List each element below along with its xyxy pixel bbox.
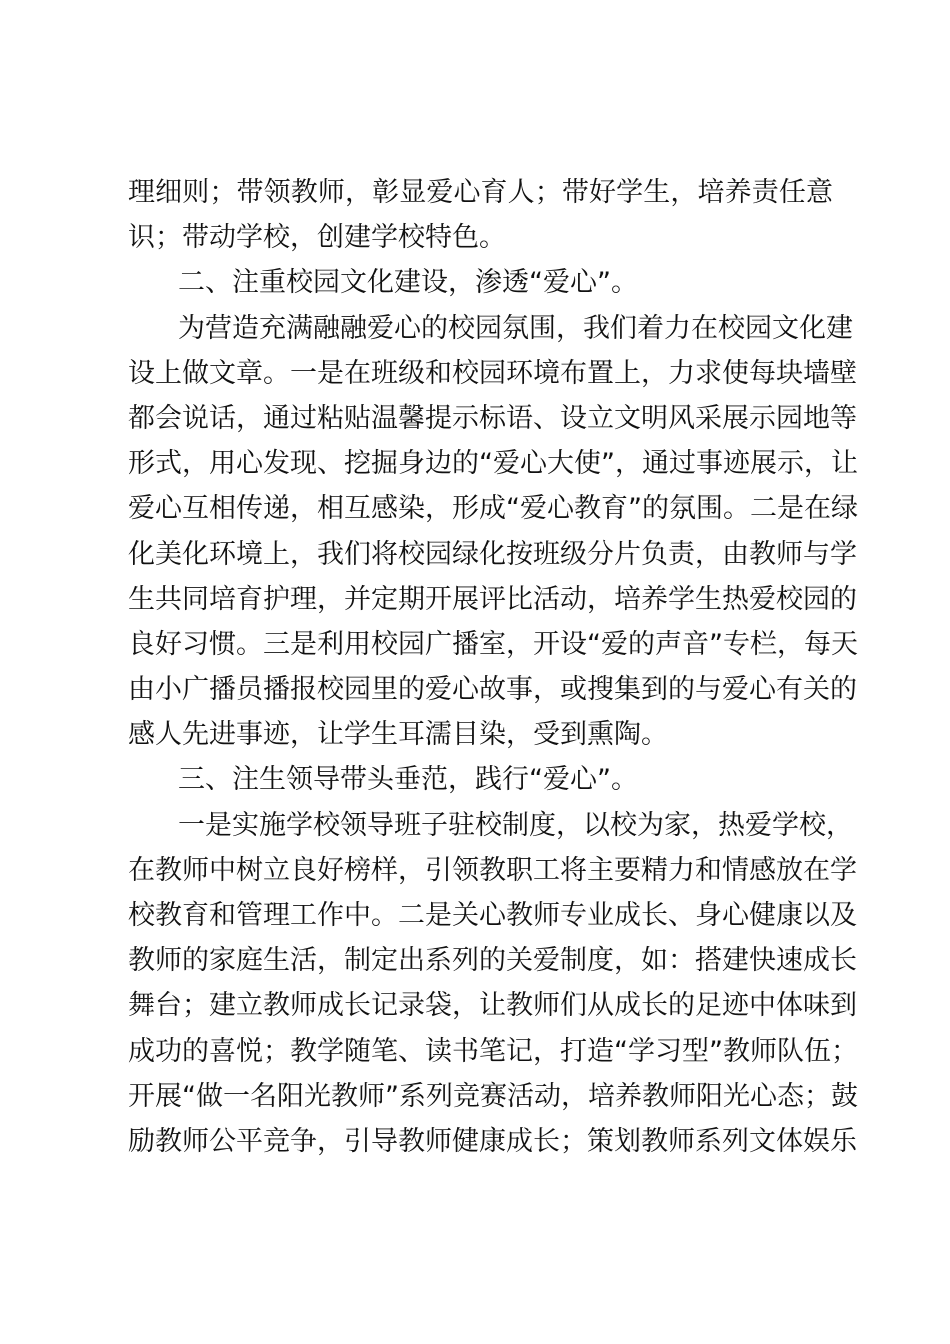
text-line: 爱心互相传递，相互感染，形成“爱心教育”的氛围。二是在绿 bbox=[128, 493, 858, 525]
text-line: 识；带动学校，创建学校特色。 bbox=[128, 222, 506, 254]
text-line: 开展“做一名阳光教师”系列竞赛活动，培养教师阳光心态；鼓 bbox=[128, 1080, 858, 1112]
text-line: 感人先进事迹，让学生耳濡目染，受到熏陶。 bbox=[128, 719, 668, 751]
text-line: 理细则；带领教师，彰显爱心育人；带好学生，培养责任意 bbox=[128, 177, 833, 208]
text-line: 由小广播员播报校园里的爱心故事，或搜集到的与爱心有关的 bbox=[128, 674, 857, 706]
text-line: 励教师公平竞争，引导教师健康成长；策划教师系列文体娱乐 bbox=[128, 1125, 857, 1157]
text-line: 舞台；建立教师成长记录袋，让教师们从成长的足迹中体味到 bbox=[128, 990, 857, 1022]
document-body bbox=[128, 170, 858, 1164]
text-line: 校教育和管理工作中。二是关心教师专业成长、身心健康以及 bbox=[128, 900, 857, 931]
text-line: 在教师中树立良好榜样，引领教职工将主要精力和情感放在学 bbox=[128, 854, 857, 886]
text-line: 为营造充满融融爱心的校园氛围，我们着力在校园文化建 bbox=[178, 312, 853, 344]
text-line: 良好习惯。三是利用校园广播室，开设“爱的声音”专栏，每天 bbox=[128, 628, 858, 660]
text-line: 教师的家庭生活，制定出系列的关爱制度，如：搭建快速成长 bbox=[128, 945, 857, 977]
text-line: 形式，用心发现、挖掘身边的“爱心大使”，通过事迹展示，让 bbox=[128, 448, 858, 480]
text-line: 生共同培育护理，并定期开展评比活动，培养学生热爱校园的 bbox=[128, 583, 857, 615]
section-heading: 三、注生领导带头垂范，践行“爱心”。 bbox=[178, 764, 638, 796]
text-line: 设上做文章。一是在班级和校园环境布置上，力求使每块墙壁 bbox=[128, 357, 857, 389]
text-line: 成功的喜悦；教学随笔、读书笔记，打造“学习型”教师队伍； bbox=[128, 1035, 858, 1067]
text-line: 化美化环境上，我们将校园绿化按班级分片负责，由教师与学 bbox=[128, 538, 857, 570]
section-heading: 二、注重校园文化建设，渗透“爱心”。 bbox=[178, 267, 638, 299]
text-line: 一是实施学校领导班子驻校制度，以校为家，热爱学校， bbox=[178, 809, 853, 841]
text-line: 都会说话，通过粘贴温馨提示标语、设立文明风采展示园地等 bbox=[128, 402, 857, 434]
